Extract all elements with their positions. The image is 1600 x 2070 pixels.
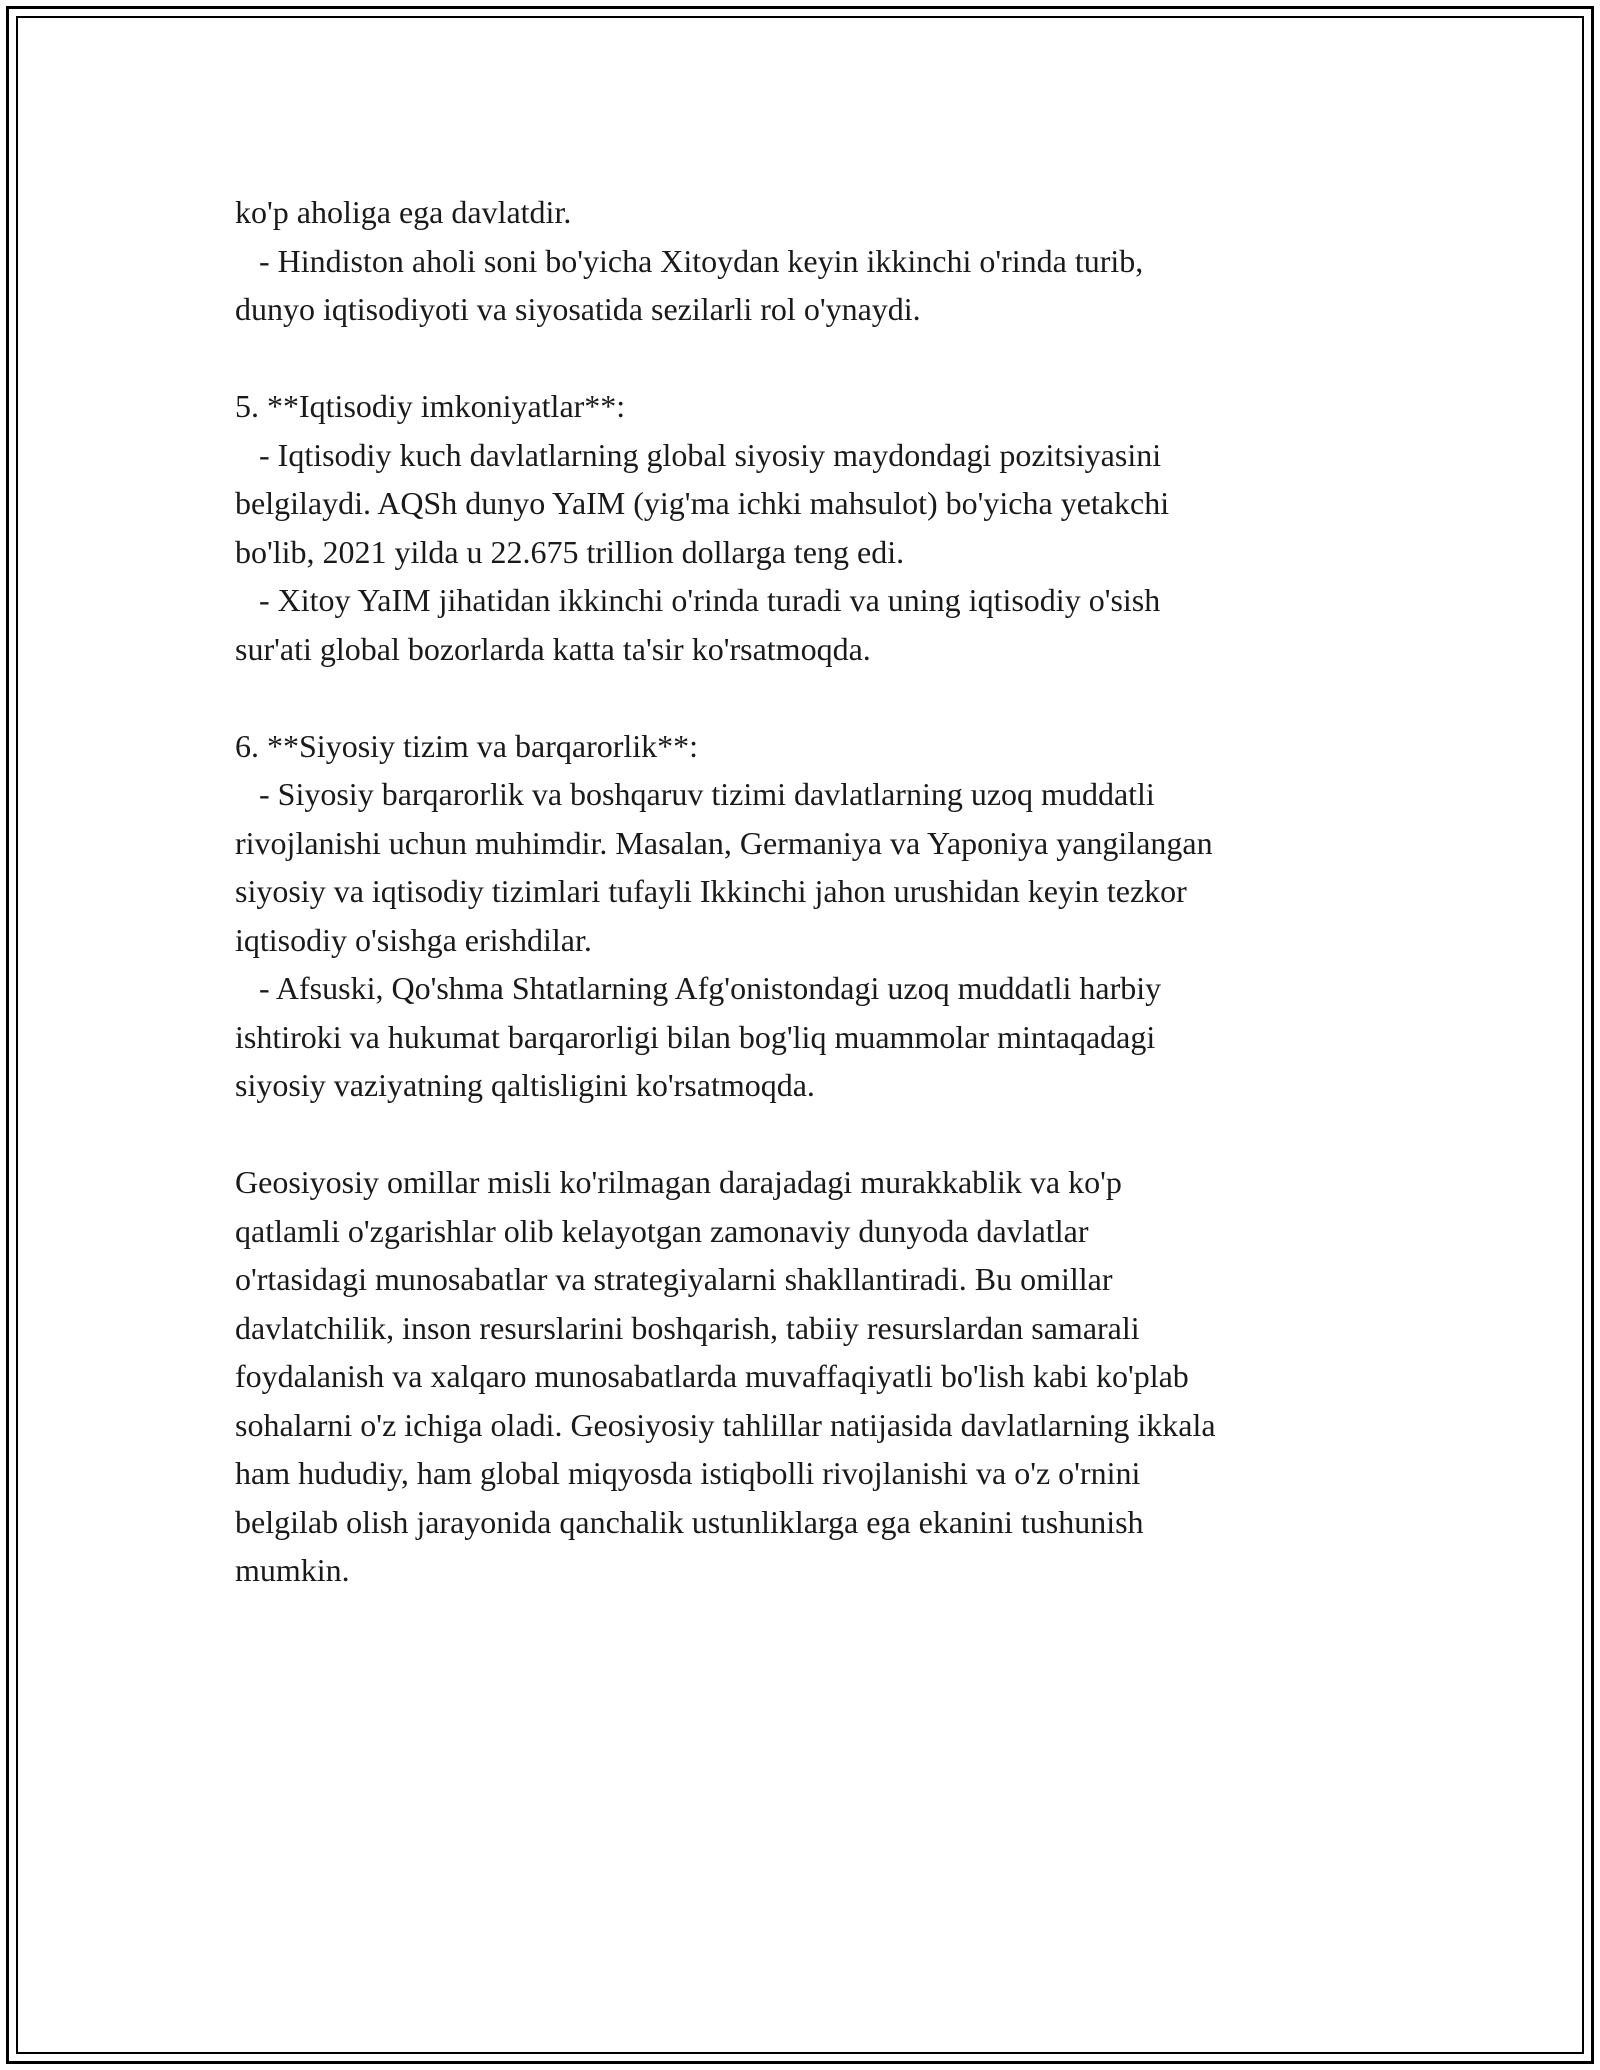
section-economic-opportunities	[235, 382, 1385, 673]
text-line: iqtisodiy o'sishga erishdilar.	[235, 921, 592, 958]
blank-line	[235, 334, 1385, 383]
bullet-line: - Xitoy YaIM jihatidan ikkinchi o'rinda turadi va uning iqtisodiy o'sish	[235, 582, 1161, 618]
text-line: Geosiyosiy omillar misli ko'rilmagan darajadagi murakkablik va ko'p	[235, 1164, 1122, 1200]
text-line: belgilab olish jarayonida qanchalik ustunliklarga ega ekanini tushunish	[235, 1503, 1144, 1540]
section-heading: 6. **Siyosiy tizim va barqarorlik**:	[235, 727, 699, 764]
text-line: siyosiy vaziyatning qaltisligini ko'rsatmoqda.	[235, 1067, 815, 1103]
blank-line	[235, 1110, 1385, 1159]
conclusion-paragraph	[235, 1158, 1385, 1595]
section-heading: 5. **Iqtisodiy imkoniyatlar**:	[235, 388, 626, 424]
bullet-line: - Siyosiy barqarorlik va boshqaruv tizimi davlatlarning uzoq muddatli	[235, 776, 1155, 812]
text-line: foydalanish va xalqaro munosabatlarda muvaffaqiyatli bo'lish kabi ko'plab	[235, 1358, 1189, 1394]
text-line: belgilaydi. AQSh dunyo YaIM (yig'ma ichki mahsulot) bo'yicha yetakchi	[235, 485, 1170, 521]
text-line: o'rtasidagi munosabatlar va strategiyalarni shakllantiradi. Bu omillar	[235, 1261, 1113, 1297]
text-line: mumkin.	[235, 1552, 350, 1588]
text-line: ishtiroki va hukumat barqarorligi bilan bog'liq muammolar mintaqadagi	[235, 1018, 1156, 1055]
text-line: sohalarni o'z ichiga oladi. Geosiyosiy tahlillar natijasida davlatlarning ikkala	[235, 1406, 1216, 1443]
text-line: rivojlanishi uchun muhimdir. Masalan, Germaniya va Yaponiya yangilangan	[235, 824, 1213, 861]
section-political-system	[235, 722, 1385, 1110]
text-line: sur'ati global bozorlarda katta ta'sir ko'rsatmoqda.	[235, 630, 871, 667]
document-text	[235, 188, 1385, 1595]
bullet-line: - Hindiston aholi soni bo'yicha Xitoydan keyin ikkinchi o'rinda turib,	[235, 242, 1144, 279]
blank-line	[235, 673, 1385, 722]
text-line: siyosiy va iqtisodiy tizimlari tufayli Ikkinchi jahon urushidan keyin tezkor	[235, 873, 1187, 909]
text-line: dunyo iqtisodiyoti va siyosatida sezilarli rol o'ynaydi.	[235, 291, 921, 327]
text-line: bo'lib, 2021 yilda u 22.675 trillion dollarga teng edi.	[235, 533, 905, 570]
text-line: davlatchilik, inson resurslarini boshqarish, tabiiy resurslardan samarali	[235, 1309, 1140, 1346]
text-line: qatlamli o'zgarishlar olib kelayotgan zamonaviy dunyoda davlatlar	[235, 1212, 1089, 1249]
continuation-block	[235, 188, 1385, 334]
text-line: ham hududiy, ham global miqyosda istiqbolli rivojlanishi va o'z o'rnini	[235, 1455, 1141, 1491]
bullet-line: - Afsuski, Qo'shma Shtatlarning Afg'onistondagi uzoq muddatli harbiy	[235, 970, 1162, 1006]
bullet-line: - Iqtisodiy kuch davlatlarning global siyosiy maydondagi pozitsiyasini	[235, 436, 1162, 473]
text-line: ko'p aholiga ega davlatdir.	[235, 194, 572, 230]
